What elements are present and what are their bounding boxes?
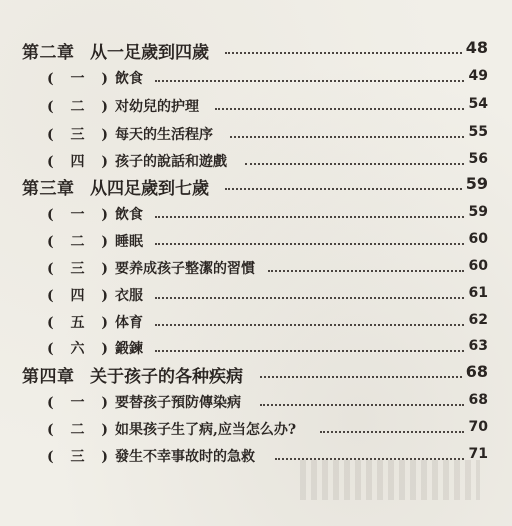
leader-dots <box>155 239 464 245</box>
chapter-title: 从一足歲到四歲 <box>90 43 209 63</box>
section-title: 如果孩子生了病,应当怎么办? <box>115 422 297 438</box>
section-number: ( 二 ) <box>47 422 114 438</box>
toc-section[interactable] <box>0 122 512 148</box>
chapter-label: 第二章 <box>22 43 75 63</box>
toc-section[interactable] <box>0 94 512 120</box>
leader-dots <box>155 76 464 82</box>
section-number: ( 二 ) <box>47 99 114 115</box>
section-title: 孩子的說話和遊戲 <box>115 154 227 170</box>
section-number: ( 二 ) <box>47 234 114 250</box>
section-title: 鍛鍊 <box>115 341 143 357</box>
page-number: 59 <box>465 174 488 193</box>
page-number: 55 <box>468 124 488 140</box>
leader-dots <box>155 320 464 326</box>
page-number: 48 <box>465 38 488 57</box>
toc-chapter-4[interactable] <box>0 362 512 388</box>
section-title: 發生不幸事故时的急救 <box>115 449 255 465</box>
section-title: 衣服 <box>115 288 143 304</box>
leader-dots <box>275 454 464 460</box>
section-title: 睡眠 <box>115 234 143 250</box>
page-number: 70 <box>468 419 488 435</box>
chapter-title: 关于孩子的各种疾病 <box>90 367 243 387</box>
page-number: 63 <box>468 338 488 354</box>
toc-section[interactable] <box>0 390 512 416</box>
toc-chapter-3[interactable] <box>0 174 512 200</box>
toc-section[interactable] <box>0 283 512 309</box>
toc-section[interactable] <box>0 310 512 336</box>
chapter-title: 从四足歲到七歲 <box>90 179 209 199</box>
page-number: 56 <box>468 151 488 167</box>
toc-section[interactable] <box>0 444 512 470</box>
page-number: 60 <box>468 231 488 247</box>
toc-section[interactable] <box>0 202 512 228</box>
leader-dots <box>215 104 464 110</box>
page-number: 49 <box>468 68 488 84</box>
section-number: ( 三 ) <box>47 127 114 143</box>
section-number: ( 一 ) <box>47 207 114 223</box>
section-number: ( 一 ) <box>47 395 114 411</box>
leader-dots <box>230 132 464 138</box>
leader-dots <box>245 159 464 165</box>
page-number: 62 <box>468 312 488 328</box>
section-number: ( 四 ) <box>47 288 114 304</box>
section-title: 飲食 <box>115 207 143 223</box>
section-title: 每天的生活程序 <box>115 127 213 143</box>
leader-dots <box>260 400 464 406</box>
toc-chapter-2[interactable] <box>0 38 512 64</box>
page-number: 54 <box>468 96 488 112</box>
page-number: 61 <box>468 285 488 301</box>
chapter-label: 第四章 <box>22 367 75 387</box>
toc-section[interactable] <box>0 256 512 282</box>
section-title: 飲食 <box>115 71 143 87</box>
chapter-label: 第三章 <box>22 179 75 199</box>
leader-dots <box>260 372 462 378</box>
page-number: 59 <box>468 204 488 220</box>
section-title: 要养成孩子整潔的習慣 <box>115 261 255 277</box>
page-number: 68 <box>468 392 488 408</box>
leader-dots <box>225 184 462 190</box>
section-number: ( 四 ) <box>47 154 114 170</box>
leader-dots <box>155 212 464 218</box>
section-number: ( 三 ) <box>47 449 114 465</box>
toc-section[interactable] <box>0 336 512 362</box>
leader-dots <box>320 427 464 433</box>
leader-dots <box>155 346 464 352</box>
page-number: 68 <box>465 362 488 381</box>
section-title: 对幼兒的护理 <box>115 99 199 115</box>
toc-section[interactable] <box>0 66 512 92</box>
section-title: 体育 <box>115 315 143 331</box>
section-number: ( 一 ) <box>47 71 114 87</box>
section-number: ( 六 ) <box>47 341 114 357</box>
section-number: ( 三 ) <box>47 261 114 277</box>
leader-dots <box>268 266 464 272</box>
leader-dots <box>155 293 464 299</box>
leader-dots <box>225 48 462 54</box>
toc-section[interactable] <box>0 149 512 175</box>
toc-section[interactable] <box>0 229 512 255</box>
page-number: 71 <box>468 446 488 462</box>
page-number: 60 <box>468 258 488 274</box>
toc-section[interactable] <box>0 417 512 443</box>
section-number: ( 五 ) <box>47 315 114 331</box>
section-title: 要替孩子預防傳染病 <box>115 395 241 411</box>
